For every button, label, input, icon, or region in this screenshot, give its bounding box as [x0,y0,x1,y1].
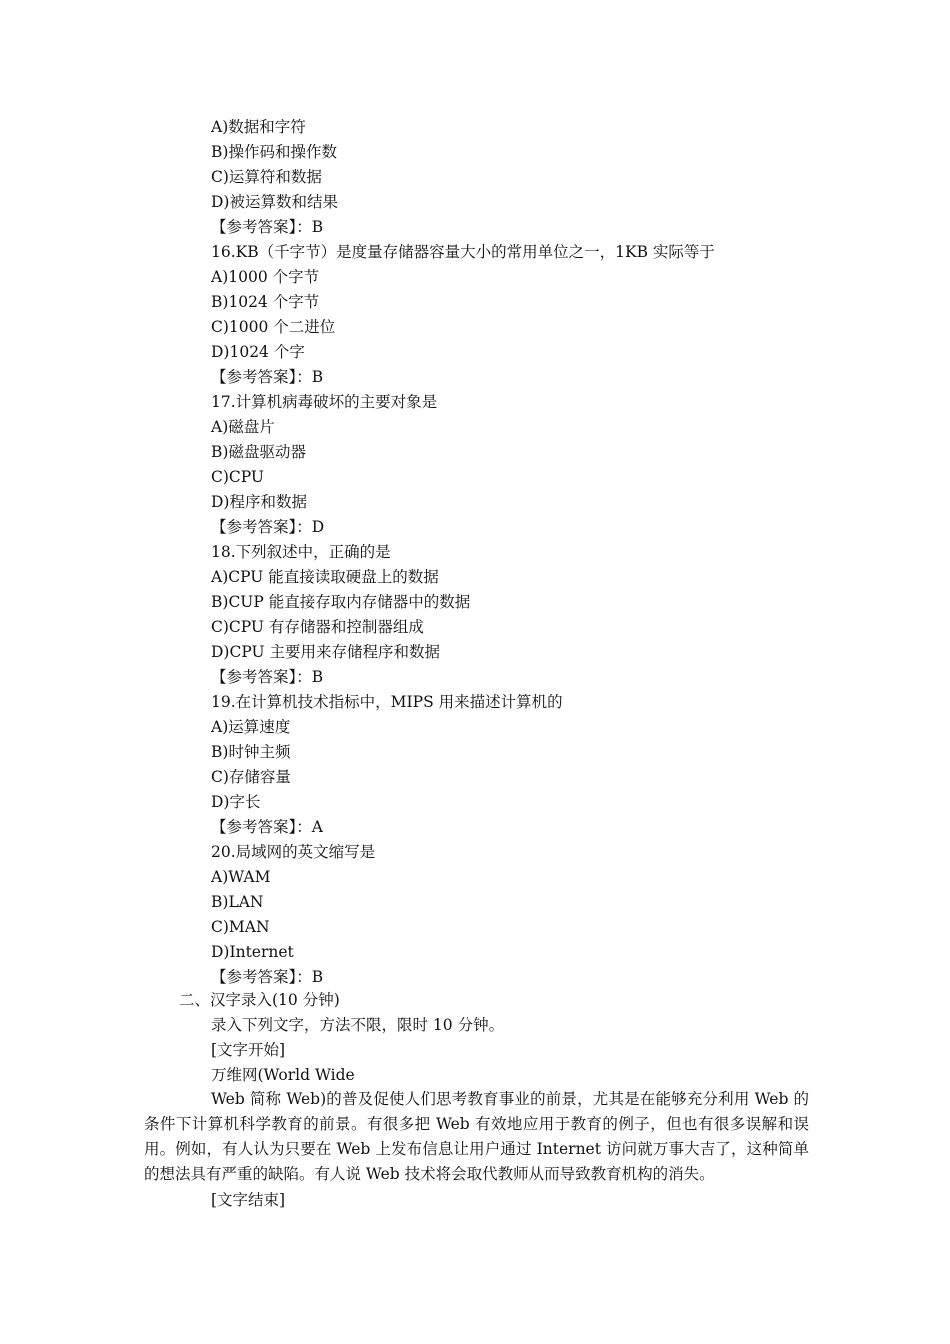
q16-option-d: D)1024 个字 [211,343,305,361]
q20-option-c: C)MAN [211,918,270,936]
q19-question: 19.在计算机技术指标中，MIPS 用来描述计算机的 [211,693,563,711]
q18-question: 18.下列叙述中，正确的是 [211,543,391,561]
q18-option-d: D)CPU 主要用来存储程序和数据 [211,643,440,661]
section-heading: 二、汉字录入(10 分钟) [179,991,340,1009]
q20-question: 20.局域网的英文缩写是 [211,843,376,861]
typing-passage [144,1087,809,1187]
q17-option-c: C)CPU [211,468,264,486]
q16-option-c: C)1000 个二进位 [211,318,336,336]
q19-option-d: D)字长 [211,793,261,811]
q18-option-b: B)CUP 能直接存取内存储器中的数据 [211,593,471,611]
typing-passage-text: Web 简称 Web)的普及促使人们思考教育事业的前景，尤其是在能够充分利用 Web 的条件下计算机科学教育的前景。有很多把 Web 有效地应用于教育的例子，但也有很多误解和误用。例如，有人认为只要在 Web 上发布信息让用户通过 Internet 访问就万事大吉了，这种简单的想法具有严重的缺陷。有人说 Web 技术将会取代教师从而导致教育机构的消失。 [144,1090,809,1183]
q15-option-b: B)操作码和操作数 [211,143,337,161]
q20-option-b: B)LAN [211,893,264,911]
q20-option-a: A)WAM [211,868,271,886]
q19-answer: 【参考答案】：A [211,818,323,836]
q16-option-a: A)1000 个字节 [211,268,320,286]
text-start-marker: [文字开始] [211,1041,286,1059]
q16-question: 16.KB（千字节）是度量存储器容量大小的常用单位之一，1KB 实际等于 [211,243,715,261]
section-instruction: 录入下列文字，方法不限，限时 10 分钟。 [211,1016,505,1034]
q17-option-a: A)磁盘片 [211,418,275,436]
q17-question: 17.计算机病毒破坏的主要对象是 [211,393,438,411]
q19-option-b: B)时钟主频 [211,743,291,761]
q18-option-a: A)CPU 能直接读取硬盘上的数据 [211,568,439,586]
q20-answer: 【参考答案】：B [211,968,324,986]
q15-answer: 【参考答案】：B [211,218,324,236]
q17-answer: 【参考答案】：D [211,518,325,536]
q19-option-c: C)存储容量 [211,768,291,786]
q16-answer: 【参考答案】：B [211,368,324,386]
q18-option-c: C)CPU 有存储器和控制器组成 [211,618,424,636]
q17-option-b: B)磁盘驱动器 [211,443,306,461]
text-end-marker: [文字结束] [211,1191,286,1209]
q17-option-d: D)程序和数据 [211,493,307,511]
q15-option-c: C)运算符和数据 [211,168,322,186]
text-first-line: 万维网(World Wide [211,1066,355,1084]
q16-option-b: B)1024 个字节 [211,293,320,311]
q15-option-a: A)数据和字符 [211,118,306,136]
q15-option-d: D)被运算数和结果 [211,193,338,211]
q19-option-a: A)运算速度 [211,718,291,736]
q20-option-d: D)Internet [211,943,294,961]
q18-answer: 【参考答案】：B [211,668,324,686]
